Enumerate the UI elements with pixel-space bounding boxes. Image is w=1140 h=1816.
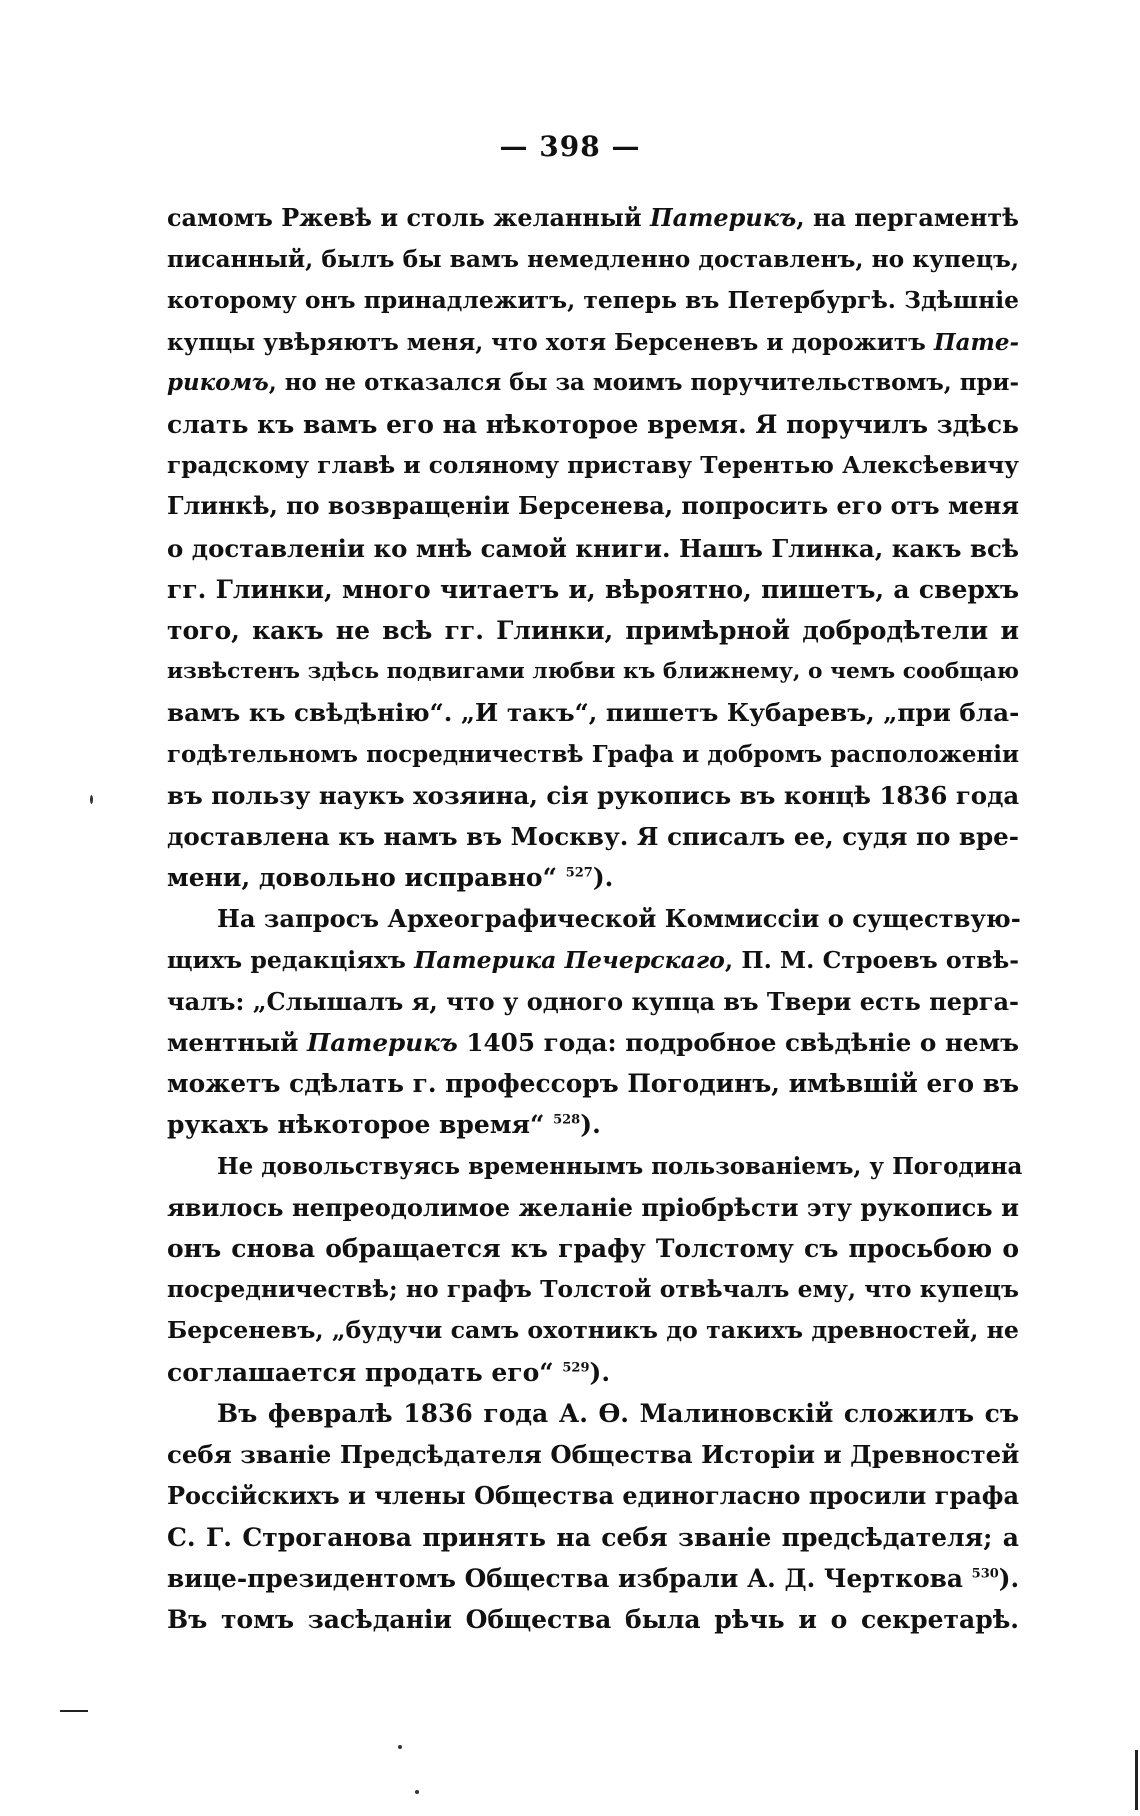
line-text-tail: , на пергаментѣ bbox=[796, 204, 1019, 232]
text-line bbox=[167, 1187, 1019, 1228]
footnote-ref: 528 bbox=[553, 1113, 581, 1129]
text-line bbox=[167, 1269, 1019, 1310]
line-text: ментный bbox=[167, 1028, 308, 1058]
line-text: Россійскихъ и члены Общества единогласно просили графа bbox=[167, 1481, 1019, 1511]
line-text: С. Г. Строганова принять на себя званіе предсѣдателя; а bbox=[167, 1522, 1019, 1552]
italic-title: Патерикъ bbox=[650, 204, 797, 232]
text-line bbox=[167, 1104, 1019, 1145]
text-line bbox=[167, 239, 1019, 280]
line-text: Глинкѣ, по возвращеніи Берсенева, попросить его отъ меня bbox=[167, 492, 1019, 521]
line-text-tail: ). bbox=[589, 1357, 611, 1387]
line-text: въ пользу наукъ хозяина, сія рукопись въ концѣ 1836 года bbox=[167, 780, 1020, 810]
page-number: — 398 — bbox=[499, 130, 641, 163]
scan-speck bbox=[90, 795, 93, 804]
line-text: можетъ сдѣлать г. профессоръ Погодинъ, имѣвшій его въ bbox=[167, 1069, 1019, 1099]
line-text-tail: , но не отказался бы за моимъ поручительствомъ, при- bbox=[268, 369, 1019, 396]
line-text: вамъ къ свѣдѣнію“. „И такъ“, пишетъ Кубаревъ, „при бла- bbox=[167, 698, 1020, 728]
text-line bbox=[167, 1434, 1019, 1475]
text-line bbox=[167, 981, 1019, 1022]
text-line bbox=[167, 1228, 1019, 1269]
line-text: доставлена къ намъ въ Москву. Я списалъ ее, судя по вре- bbox=[167, 822, 1019, 852]
italic-title: Патерикъ bbox=[307, 1028, 458, 1058]
line-text: извѣстенъ здѣсь подвигами любви къ ближнему, о чемъ сообщаю bbox=[167, 659, 1019, 685]
line-text: соглашается продать его“ bbox=[167, 1357, 563, 1387]
scan-speck bbox=[398, 1745, 402, 1749]
text-line bbox=[167, 1310, 1019, 1351]
line-text: которому онъ принадлежитъ, теперь въ Петербургѣ. Здѣшніе bbox=[167, 286, 1019, 315]
footnote-ref: 529 bbox=[562, 1360, 590, 1376]
text-line bbox=[167, 528, 1019, 569]
text-line bbox=[167, 1475, 1019, 1516]
line-text: себя званіе Предсѣдателя Общества Исторіи и Древностей bbox=[167, 1440, 1020, 1470]
text-line bbox=[167, 280, 1019, 321]
line-text: онъ снова обращается къ графу Толстому съ просьбою о bbox=[167, 1234, 1019, 1264]
line-text: гг. Глинки, много читаетъ и, вѣроятно, пишетъ, а сверхъ bbox=[167, 574, 1019, 604]
line-text: мени, довольно исправно“ bbox=[167, 863, 566, 893]
line-text: слать къ вамъ его на нѣкоторое время. Я поручилъ здѣсь bbox=[167, 410, 1019, 440]
text-line bbox=[167, 610, 1019, 651]
margin-mark bbox=[60, 1710, 88, 1712]
line-text: Берсеневъ, „будучи самъ охотникъ до такихъ древностей, не bbox=[167, 1316, 1019, 1345]
line-text: годѣтельномъ посредничествѣ Графа и добромъ расположеніи bbox=[167, 740, 1019, 768]
text-line bbox=[167, 898, 1019, 939]
text-line bbox=[167, 692, 1019, 733]
line-text: вице-президентомъ Общества избрали А. Д. Черткова bbox=[167, 1563, 972, 1593]
text-line bbox=[167, 198, 1019, 239]
text-line bbox=[167, 445, 1019, 486]
text-line bbox=[167, 486, 1019, 527]
line-text-tail: , П. М. Строевъ отвѣ- bbox=[724, 945, 1019, 974]
line-text: рукахъ нѣкоторое время“ bbox=[167, 1110, 554, 1140]
text-line bbox=[167, 1517, 1019, 1558]
line-text: чалъ: „Слышалъ я, что у одного купца въ Твери есть перга- bbox=[167, 986, 1019, 1016]
text-line bbox=[167, 775, 1019, 816]
line-text-tail: ). bbox=[592, 863, 614, 893]
line-text: того, какъ не всѣ гг. Глинки, примѣрной добродѣтели и bbox=[167, 616, 1019, 646]
text-line bbox=[167, 404, 1019, 445]
italic-title: рикомъ bbox=[167, 369, 269, 396]
text-line bbox=[167, 1393, 1019, 1434]
body-text bbox=[167, 198, 1023, 1640]
italic-title: Пате- bbox=[933, 328, 1019, 356]
line-text: писанный, былъ бы вамъ немедленно доставленъ, но купецъ, bbox=[167, 246, 1019, 274]
scan-speck bbox=[415, 1790, 419, 1794]
line-text: явилось непреодолимое желаніе пріобрѣсти эту рукопись и bbox=[167, 1192, 1019, 1222]
text-line bbox=[167, 734, 1019, 775]
text-line bbox=[167, 1146, 1023, 1187]
footnote-ref: 527 bbox=[565, 865, 593, 881]
text-line bbox=[167, 816, 1019, 857]
line-text: На запросъ Археографической Коммиссіи о существую- bbox=[217, 904, 1021, 934]
text-line bbox=[167, 1063, 1019, 1104]
line-text: купцы увѣряютъ меня, что хотя Берсеневъ и дорожитъ bbox=[167, 328, 934, 356]
line-text: посредничествѣ; но графъ Толстой отвѣчалъ ему, что купецъ bbox=[167, 1275, 1019, 1304]
line-text: самомъ Ржевѣ и столь желанный bbox=[167, 204, 651, 232]
text-line bbox=[167, 569, 1019, 610]
line-text: градскому главѣ и соляному приставу Терентью Алексѣевичу bbox=[167, 452, 1019, 480]
line-text: Въ февралѣ 1836 года А. Ѳ. Малиновскій сложилъ съ bbox=[217, 1398, 1019, 1428]
text-line bbox=[167, 940, 1019, 981]
text-line bbox=[167, 322, 1019, 363]
footnote-ref: 530 bbox=[971, 1566, 999, 1582]
line-text: Въ томъ засѣданіи Общества была рѣчь и о секретарѣ. bbox=[167, 1604, 1019, 1634]
text-line bbox=[167, 1558, 1019, 1599]
text-line bbox=[167, 363, 1019, 404]
scan-edge-mark bbox=[1135, 1750, 1138, 1810]
italic-title: Патерика Печерскаго bbox=[414, 945, 725, 974]
line-text-tail: ). bbox=[998, 1563, 1020, 1593]
line-text: о доставленіи ко мнѣ самой книги. Нашъ Глинка, какъ всѣ bbox=[167, 533, 1019, 563]
text-line bbox=[167, 651, 1019, 692]
line-text: Не довольствуясь временнымъ пользованіемъ, у Погодина bbox=[217, 1152, 1023, 1180]
line-text-tail: 1405 года: подробное свѣдѣніе о немъ bbox=[457, 1028, 1019, 1058]
line-text-tail: ). bbox=[580, 1110, 601, 1140]
text-line bbox=[167, 1352, 1019, 1393]
text-line bbox=[167, 1599, 1019, 1640]
line-text: щихъ редакціяхъ bbox=[167, 945, 415, 974]
text-line bbox=[167, 1022, 1019, 1063]
text-line bbox=[167, 857, 1019, 898]
